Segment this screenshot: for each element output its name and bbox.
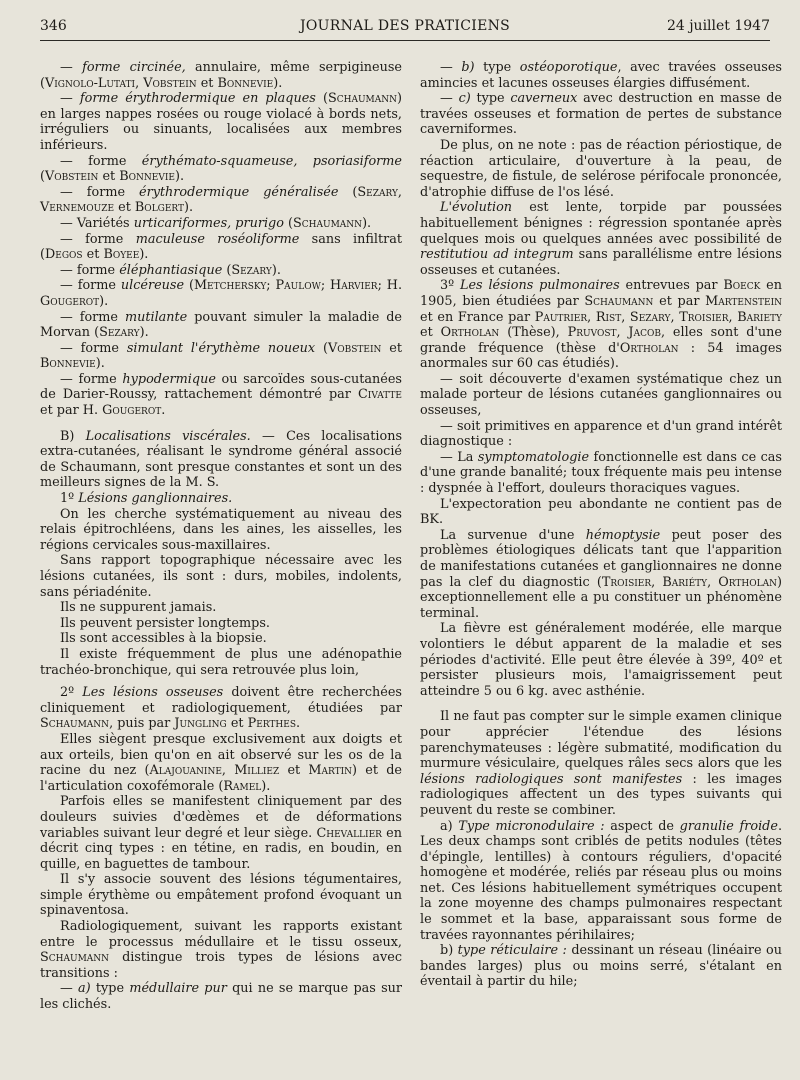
text-run: et [279, 763, 309, 779]
paragraph [420, 200, 782, 278]
text-run: ). [184, 200, 194, 216]
text-run: : 54 images anormales sur 60 cas étudiés). [420, 340, 782, 372]
italic-text: Lésions ganglionnaires. [78, 491, 233, 507]
text-run: et par H. [40, 403, 103, 419]
text-run: — forme [60, 153, 142, 169]
paragraph [420, 60, 782, 91]
text-run: sans parallélisme entre lésions osseuses et cutanées. [420, 247, 782, 278]
italic-text: ostéoporotique [519, 60, 618, 75]
text-run: Ils sont accessibles à la biopsie. [60, 631, 267, 647]
issue-date: 24 juillet 1947 [666, 18, 770, 34]
author-name: Boeck [723, 278, 761, 294]
text-run: distingue trois types de lésions avec transitions : [40, 950, 402, 981]
paragraph [40, 216, 402, 232]
author-name: Alajouanine, Milliez [149, 763, 280, 779]
text-run: . Les deux champs sont criblés de petits nodules (têtes d'épingle, lentilles) à contours réguliers, d'opacité homogène et modérée, reliés par réseau plus ou moins net. Ces lésions habituellement symétriques occupent la zone moyenne des champs pulmonaires respectant le sommet et la base, apparaissant sous forme de travées rayonnantes périhilaires; [420, 818, 783, 943]
text-run: ) en larges nappes rosées ou rouge violacé à bords nets, irréguliers ou sinuants, localisées aux membres inférieurs. [40, 91, 403, 153]
text-run: — Variétés [60, 215, 134, 231]
text-run: sans infiltrat ( [40, 231, 402, 263]
text-run: type [470, 91, 511, 107]
italic-text: lésions radiologiques sont manifestes [420, 771, 683, 787]
author-name: Perthes [247, 716, 297, 732]
author-name: Troisier, Bariéty, Ortholan [601, 574, 777, 590]
text-run: ( [338, 184, 358, 200]
paragraph [420, 621, 782, 699]
author-name: Gougerot [102, 403, 162, 419]
page-header [40, 14, 770, 41]
author-name: Sezary [231, 262, 272, 278]
text-run: — forme [60, 278, 121, 294]
text-run: — [60, 91, 80, 107]
text-run: ). [273, 75, 283, 91]
text-run: ). [99, 293, 109, 309]
paragraph [420, 372, 782, 419]
italic-text: b) [461, 60, 475, 75]
text-run: — [440, 60, 462, 75]
author-name: Civatte [358, 387, 402, 403]
author-name: Pruvost, Jacob [567, 325, 661, 341]
text-run: Parfois elles se manifestent cliniquement par des douleurs suivies d'œdèmes et de déformations variables suivant leur degré et leur siège. [40, 794, 402, 841]
italic-text: érythrodermique généralisée [139, 184, 339, 200]
italic-text: érythémato-squameuse, psoriasiforme [141, 153, 402, 169]
text-run: a) [440, 818, 459, 834]
paragraph [40, 919, 402, 981]
paragraph [40, 616, 402, 632]
author-name: Bonnevie [40, 356, 96, 372]
italic-text: mutilante [124, 309, 188, 325]
text-run: et [114, 200, 135, 216]
text-run: (Thèse), [499, 325, 568, 341]
paragraph [40, 631, 402, 647]
author-name: Schaumann [40, 950, 110, 966]
paragraph [40, 491, 402, 507]
text-run: — forme [60, 371, 123, 387]
text-run: qui ne se marque pas sur les clichés. [40, 981, 403, 1013]
text-run: et [196, 75, 218, 91]
text-run: , [135, 75, 144, 91]
italic-text: a) [78, 981, 91, 997]
text-run: 2º [60, 685, 83, 701]
text-run: ). [362, 215, 372, 231]
text-run: annulaire, même serpigineuse ( [40, 60, 402, 91]
author-name: Martin [308, 763, 353, 779]
text-run: , avec travées osseuses amincies et lacunes osseuses élargies diffusément. [420, 60, 782, 91]
italic-text: symptomatologie [477, 449, 590, 465]
author-name: Sezary [99, 325, 140, 341]
italic-text: L'évolution [440, 200, 513, 216]
text-run: doivent être recherchées cliniquement et radiologiquement, étudiées par [40, 685, 402, 716]
author-name: Ortholan [440, 325, 500, 341]
text-run: et par [653, 293, 706, 309]
author-name: Pautrier, Rist, Sezary, Troisier, Bariety [534, 309, 782, 325]
text-run: — La [440, 449, 478, 465]
italic-text: c) [458, 91, 471, 107]
italic-text: simulant l'érythème noueux [126, 340, 316, 356]
text-run: et [420, 325, 441, 341]
text-run: type [90, 981, 130, 997]
italic-text: restitutiou ad integrum [420, 247, 574, 263]
author-name: Bolgert [134, 200, 185, 216]
author-name: Bonnevie [217, 75, 274, 91]
left-column [40, 60, 402, 1013]
text-run: ). [95, 356, 105, 372]
paragraph [40, 310, 402, 341]
paragraph [40, 981, 402, 1012]
italic-text: forme circinée, [82, 60, 186, 75]
text-run: ) et de l'articulation coxofémorale ( [40, 763, 402, 794]
text-run: dessinant un réseau (linéaire ou bandes larges) plus ou moins serré, s'étalant en éventail à partir du hile; [420, 943, 782, 990]
text-run: fonctionnelle est dans ce cas d'une grande banalité; toux fréquente mais peu intense : dyspnée à l'effort, douleurs thoraciques vagues. [420, 449, 782, 497]
paragraph [40, 872, 402, 919]
paragraph [40, 154, 402, 185]
text-run: ( [222, 262, 232, 278]
paragraph [420, 943, 782, 990]
italic-text: type réticulaire : [457, 943, 567, 959]
text-run: pouvant simuler la maladie de Morvan ( [40, 309, 402, 341]
text-run: et [381, 340, 402, 356]
text-run: — forme [60, 340, 127, 356]
text-run: avec destruction en masse de travées osseuses et formation de pertes de substance caverniformes. [420, 91, 782, 138]
paragraph [40, 647, 402, 678]
text-run: ). [139, 247, 149, 263]
text-run: — [60, 981, 79, 997]
text-run: , elles sont d'une grande fréquence (thèse d' [420, 325, 782, 356]
text-run: La survenue d'une [440, 527, 586, 543]
text-run: — soit primitives en apparence et d'un grand intérêt diagnostique : [420, 418, 782, 450]
text-run: aspect de [604, 818, 680, 834]
text-run: type [474, 60, 520, 75]
text-run: et [226, 716, 248, 732]
text-run: , puis par [109, 716, 175, 732]
author-name: Jungling [174, 716, 227, 732]
text-run: ). [261, 778, 271, 794]
text-run: peut poser des problèmes étiologiques délicats tant que l'apparition de manifestations cutanées et ganglionnaires ne donne pas la clef du diagnostic ( [420, 527, 782, 590]
paragraph [420, 497, 782, 528]
text-run: Il s'y associe souvent des lésions tégumentaires, simple érythème ou empâtement profond évoquant un spinaventosa. [40, 872, 402, 919]
paragraph [40, 263, 402, 279]
paragraph [420, 91, 782, 138]
paragraph [420, 278, 782, 372]
text-run: — forme [60, 309, 125, 325]
paragraph [40, 553, 402, 600]
text-run: ( [184, 278, 194, 294]
author-name: Ortholan [619, 340, 679, 356]
paragraph [40, 91, 402, 153]
paragraph [40, 232, 402, 263]
author-name: Schaumann [327, 91, 398, 107]
text-run: ; H. [377, 278, 403, 294]
author-name: Vobstein [328, 340, 382, 356]
text-run: 3º [440, 278, 460, 294]
author-name: Vobstein [143, 75, 197, 91]
text-run: De plus, on ne note : pas de réaction périostique, de réaction articulaire, d'ouverture à la peau, de sequestre, de fistule, de selérose périfocale prononcée, d'atrophie diffuse de l'os lésé. [420, 137, 782, 200]
text-run: — [440, 91, 459, 107]
italic-text: éléphantiasique [119, 262, 223, 278]
text-run: Il ne faut pas compter sur le simple examen clinique pour apprécier l'étendue des lésions parenchymateuses : légère submatité, modification du murmure vésiculaire, quelques râles secs alors que les [420, 709, 782, 772]
italic-text: caverneux [510, 91, 578, 107]
italic-text: Les lésions pulmonaires [459, 278, 620, 294]
italic-text: Les lésions osseuses [82, 685, 224, 701]
italic-text: maculeuse roséoliforme [135, 231, 300, 247]
paragraph [40, 685, 402, 732]
text-run: entrevues par [619, 278, 724, 294]
text-run: — Ces localisations extra-cutanées, réalisant le syndrome général associé de Schaumann, sont presque constantes et sont un des meilleurs signes de la M. S. [40, 428, 403, 491]
text-run: Elles siègent presque exclusivement aux doigts et aux orteils, bien qu'on en ait observé sur les os de la racine du nez ( [40, 731, 402, 779]
text-run: en 1905, bien étudiées par [420, 278, 782, 309]
journal-title: JOURNAL DES PRATICIENS [299, 18, 511, 34]
text-run: : les images radiologiques affectent un des types suivants qui peuvent du reste se combiner. [420, 771, 782, 818]
paragraph [40, 732, 402, 794]
text-run: ) exceptionnellement elle a pu constituer un phénomène terminal. [420, 574, 782, 621]
text-run: ( [40, 169, 45, 185]
text-run: ). [139, 325, 149, 341]
text-run: Ils ne suppurent jamais. [60, 600, 217, 616]
paragraph [40, 60, 402, 91]
text-run: et [98, 169, 120, 185]
author-name: Schaumann [584, 293, 654, 309]
text-run: 1º [60, 491, 79, 507]
italic-text: granulie froide [679, 818, 778, 834]
text-run: B) [60, 428, 86, 444]
paragraph [420, 138, 782, 200]
author-name: Vignolo-Lutati [45, 75, 136, 91]
paragraph [420, 819, 782, 944]
text-run: est lente, torpide par poussées habituellement bénignes : régression spontanée après quelques mois ou quelques années avec possibilité de [420, 200, 782, 247]
text-run: — soit découverte d'examen systématique chez un malade porteur de lésions cutanées ganglionnaires ou osseuses, [420, 371, 782, 419]
italic-text: forme érythrodermique en plaques [79, 91, 316, 107]
author-name: Degos [45, 247, 83, 263]
italic-text: médullaire pur [129, 981, 227, 997]
paragraph [40, 600, 402, 616]
right-column [420, 60, 782, 990]
paragraph [40, 278, 402, 309]
paragraph [40, 372, 402, 419]
paragraph [40, 429, 402, 491]
text-run: . [161, 403, 166, 419]
paragraph [40, 507, 402, 554]
italic-text: Localisations viscérales. [85, 428, 251, 444]
text-run: . [296, 716, 301, 732]
text-run: ). [175, 169, 185, 185]
text-run: La fièvre est généralement modérée, elle marque volontiers le début apparent de la maladie et ses périodes d'activité. Elle peut être élevée à 39º, 40º et persister plusieurs mois, l'amaigrissement peut atteindre 5 ou 6 kg. avec asthénie. [420, 621, 782, 699]
text-run: ). [271, 262, 281, 278]
paragraph [420, 450, 782, 497]
italic-text: Type micronodulaire : [458, 818, 605, 834]
paragraph [420, 528, 782, 622]
text-run: — forme [60, 262, 120, 278]
italic-text: ulcéreuse [120, 278, 185, 294]
author-name: Schaumann [40, 716, 110, 732]
page-number: 346 [40, 18, 67, 34]
italic-text: urticariformes, prurigo [133, 215, 284, 231]
text-run: On les cherche systématiquement au niveau des relais épitrochléens, dans les aines, les aisselles, les régions cervicales sous-maxillaires. [40, 506, 402, 553]
text-run: — forme [60, 184, 139, 200]
text-run: — forme [60, 231, 136, 247]
text-run: en décrit cinq types : en tétine, en radis, en boudin, en quille, en baguettes de tambour. [40, 825, 402, 872]
paragraph [40, 794, 402, 872]
author-name: Schaumann [293, 215, 363, 231]
author-name: Bonnevie [119, 169, 175, 185]
text-run: ( [315, 91, 328, 107]
author-name: Ramel [223, 778, 262, 794]
paragraph [420, 709, 782, 818]
text-run: — [60, 60, 83, 75]
text-run: et en France par [420, 309, 535, 325]
author-name: Chevallier [316, 825, 382, 841]
author-name: Sezary, Vernemouze [40, 184, 403, 216]
author-name: Martenstein [705, 293, 782, 309]
text-run: Ils peuvent persister longtemps. [60, 615, 270, 631]
text-run: ( [315, 340, 328, 356]
text-run: L'expectoration peu abondante ne contient pas de BK. [420, 496, 782, 528]
text-run: ( [283, 215, 293, 231]
text-run: ou sarcoïdes sous-cutanées de Darier-Roussy, rattachement démontré par [40, 371, 402, 403]
text-run: Radiologiquement, suivant les rapports existant entre le processus médullaire et le tissu osseux, [40, 919, 402, 950]
paragraph [40, 341, 402, 372]
text-run: Il existe fréquemment de plus une adénopathie trachéo-bronchique, qui sera retrouvée plus loin, [40, 646, 402, 678]
text-run: Sans rapport topographique nécessaire avec les lésions cutanées, ils sont : durs, mobiles, indolents, sans périadénite. [40, 553, 402, 600]
author-name: Vobstein [45, 169, 99, 185]
text-run: b) [440, 943, 458, 959]
text-run: et [82, 247, 104, 263]
author-name: Gougerot [40, 293, 100, 309]
author-name: Metchersky; Paulow; Harvier [193, 278, 378, 294]
paragraph [40, 185, 402, 216]
paragraph [420, 419, 782, 450]
italic-text: hémoptysie [585, 527, 661, 543]
author-name: Boyee [103, 247, 140, 263]
italic-text: hypodermique [122, 371, 216, 387]
